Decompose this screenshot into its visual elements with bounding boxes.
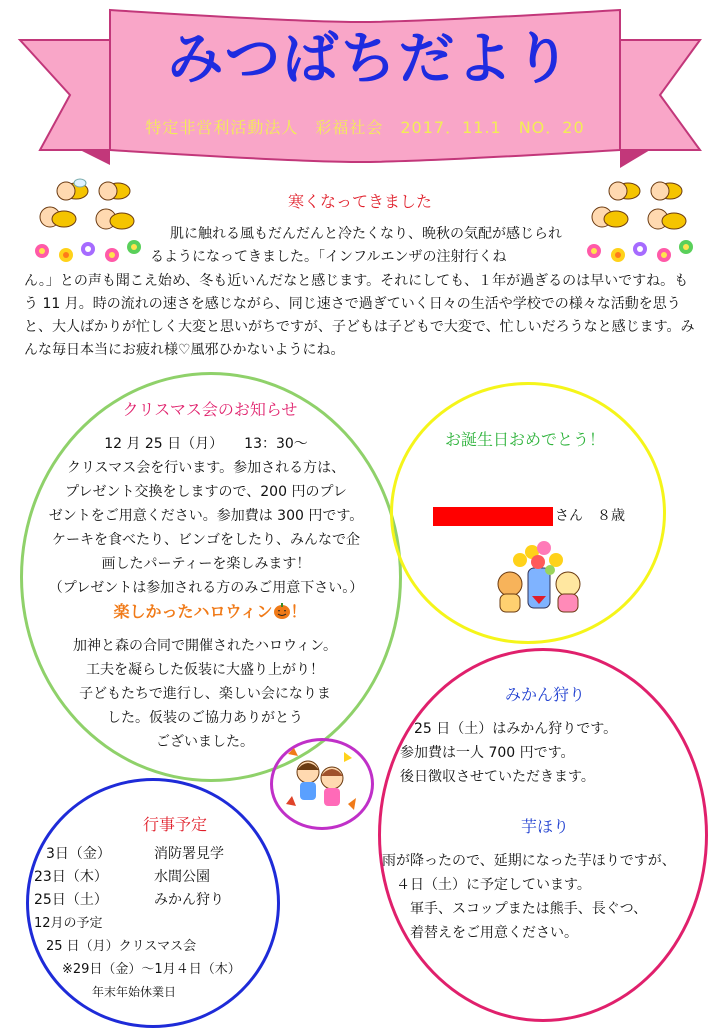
imo-line: ４日（土）に予定しています。 (382, 877, 591, 893)
mikan-line: 参加費は一人 700 円です。 (400, 745, 575, 761)
event-name: 水間公園 (154, 869, 210, 885)
birthday-heading: お誕生日おめでとう！ (444, 430, 605, 449)
birthday-cats-flowers-illustration (488, 538, 588, 618)
imo-line: 雨が降ったので、延期になった芋ほりですが、 (382, 853, 676, 869)
mikan-line: 後日徴収させていただきます。 (400, 769, 595, 785)
child-icon (321, 767, 343, 806)
event-row (34, 843, 314, 866)
intro-heading: 寒くなってきました (287, 192, 432, 211)
christmas-line: ゼントをご用意ください。参加費は 300 円です。 (48, 508, 364, 524)
bee-flower-illustration-left (28, 175, 153, 265)
halloween-body (40, 634, 370, 754)
imo-line: 軍手、スコップまたは熊手、長ぐつ、 (382, 901, 648, 917)
halloween-heading-end: ！ (290, 602, 307, 621)
imo-heading: 芋ほり (520, 817, 569, 836)
bee-icon (57, 179, 88, 200)
next-month-label: 12月の予定 (34, 916, 103, 931)
mikan-body (400, 717, 680, 789)
bee-flower-illustration-right (580, 175, 705, 265)
events-heading: 行事予定 (142, 815, 207, 834)
intro-paragraph-2: ん。」との声も聞こえ始め、冬も近いんだなと感じます。それにしても、１年が過ぎるのは早いですね。もう 11 月。時の流れの速さを感じながら、同じ速さで過ぎていく日々の生活や学校での様々な活動を思うと、大人ばかりが忙しく大変と思いがちですが、子どもは子どもで大変で、忙しいだろうなと感じます。みんな毎日本当にお疲れ様♡風邪ひかないようにね。 (24, 273, 695, 358)
event-date: 23日（木） (34, 869, 108, 885)
christmas-line: クリスマス会を行います。参加される方は、 (66, 460, 346, 476)
halloween-line: した。仮装のご協力ありがとう (107, 710, 303, 726)
halloween-heading (60, 602, 360, 622)
bee-icon (648, 209, 686, 229)
christmas-line: 画したパーティーを楽しみます！ (101, 556, 311, 572)
cat-icon (498, 572, 522, 612)
holiday-label: 年末年始休業日 (92, 985, 177, 999)
halloween-heading-text: 楽しかったハロウィン (113, 602, 273, 621)
halloween-line: 子どもたちで進行し、楽しい会になりま (79, 686, 331, 702)
event-date: 25日（土） (34, 892, 108, 908)
halloween-line: ございました。 (156, 734, 254, 750)
kids-autumn-illustration (278, 744, 362, 820)
mikan-heading: みかん狩り (504, 685, 585, 704)
christmas-body (26, 432, 386, 600)
cat-icon (556, 572, 580, 612)
christmas-heading: クリスマス会のお知らせ (122, 400, 298, 419)
halloween-line: 加神と森の合同で開催されたハロウィン。 (72, 638, 338, 654)
child-icon (297, 761, 319, 800)
christmas-line: （プレゼントは参加される方のみご用意下さい。） (48, 580, 364, 596)
events-body (34, 843, 314, 1004)
pumpkin-icon (273, 602, 291, 620)
christmas-line: ケーキを食べたり、ビンゴをしたり、みんなで企 (52, 532, 360, 548)
bee-icon (96, 209, 134, 229)
bee-icon (40, 207, 76, 227)
newsletter-title: みつばちだより (167, 27, 573, 92)
december-event: 25 日（月）クリスマス会 (46, 939, 197, 954)
imo-line: 着替えをご用意ください。 (382, 925, 578, 941)
bee-icon (651, 182, 682, 200)
birthday-age: さん ８歳 (555, 508, 625, 524)
imo-body (382, 849, 702, 945)
bee-icon (609, 182, 640, 200)
birthday-name-line (433, 506, 643, 526)
event-name: 消防署見学 (154, 846, 224, 862)
event-row (34, 889, 314, 912)
bee-icon (592, 207, 628, 227)
event-name: みかん狩り (154, 892, 224, 908)
flower-icon (35, 240, 141, 262)
bee-icon (99, 182, 130, 200)
flower-icon (587, 240, 693, 262)
christmas-line: 12 月 25 日（月） 13：30～ (104, 436, 308, 452)
christmas-line: プレゼント交換をしますので、200 円のプレ (65, 484, 347, 500)
intro-paragraph-1: 肌に触れる風もだんだんと冷たくなり、晩秋の気配が感じられるようになってきました。「インフルエンザの注射行くね (150, 226, 562, 265)
event-date: 3日（金） (46, 846, 111, 862)
newsletter-subtitle: 特定非営利活動法人 彩福社会 2017．11.1 NO．20 (145, 118, 585, 137)
holiday-range: ※29日（金）～1月４日（木） (62, 962, 241, 977)
halloween-line: 工夫を凝らした仮装に大盛り上がり！ (86, 662, 324, 678)
mikan-line: 25 日（土）はみかん狩りです。 (400, 721, 618, 737)
event-row (34, 866, 314, 889)
